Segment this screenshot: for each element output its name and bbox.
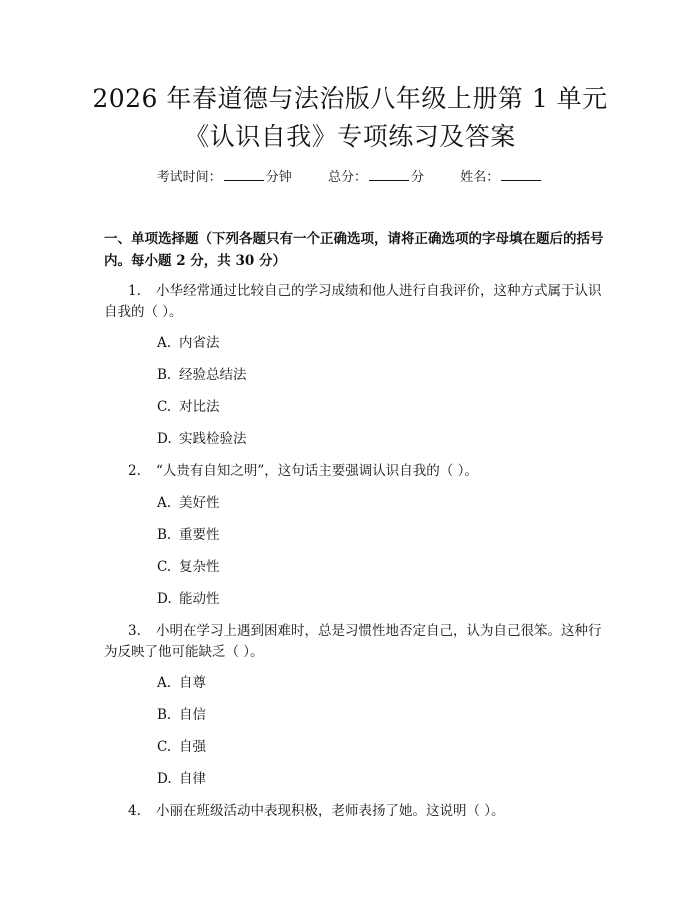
document-title-line-1: 2026 年春道德与法治版八年级上册第 1 单元	[92, 84, 608, 113]
question-text: 小华经常通过比较自己的学习成绩和他人进行自我评价，这种方式属于认识自我的（ ）。	[104, 283, 602, 320]
option-letter: C.	[157, 399, 172, 415]
option-1-a	[157, 333, 220, 353]
question-number: 3.	[128, 623, 141, 639]
option-letter: A.	[157, 675, 172, 691]
option-letter: D.	[157, 771, 172, 787]
option-1-c	[157, 397, 220, 417]
question-number: 2.	[128, 463, 141, 479]
total-score-unit: 分	[411, 170, 425, 185]
option-3-a	[157, 673, 206, 693]
option-2-d	[157, 589, 220, 609]
option-3-c	[157, 737, 206, 757]
option-3-d	[157, 769, 206, 789]
document-title-line-2: 《认识自我》专项练习及答案	[184, 122, 516, 151]
option-text: 经验总结法	[179, 367, 247, 383]
question-number: 1.	[128, 283, 141, 299]
exam-time-label: 考试时间：	[156, 170, 222, 185]
option-text: 内省法	[179, 335, 220, 351]
option-letter: D.	[157, 431, 172, 447]
option-letter: B.	[157, 367, 172, 383]
option-text: 复杂性	[179, 559, 220, 575]
question-1	[104, 281, 604, 323]
question-3	[104, 621, 604, 663]
question-number: 4.	[128, 803, 141, 819]
option-2-b	[157, 525, 220, 545]
student-name-label: 姓名：	[460, 170, 500, 185]
option-text: 自尊	[179, 675, 206, 691]
total-score-label: 总分：	[327, 170, 367, 185]
option-1-b	[157, 365, 247, 385]
exam-info-line	[0, 166, 700, 188]
option-letter: D.	[157, 591, 172, 607]
option-text: 自信	[179, 707, 206, 723]
option-text: 能动性	[179, 591, 220, 607]
question-text: “人贵有自知之明”，这句话主要强调认识自我的（ ）。	[156, 463, 478, 479]
option-text: 对比法	[179, 399, 220, 415]
option-letter: A.	[157, 335, 172, 351]
question-4	[104, 801, 604, 822]
option-letter: A.	[157, 495, 172, 511]
option-2-a	[157, 493, 220, 513]
question-text: 小明在学习上遇到困难时，总是习惯性地否定自己，认为自己很笨。这种行为反映了他可能缺乏（ ）。	[104, 623, 602, 660]
option-letter: C.	[157, 739, 172, 755]
option-text: 重要性	[179, 527, 220, 543]
option-letter: C.	[157, 559, 172, 575]
option-letter: B.	[157, 527, 172, 543]
option-text: 自强	[179, 739, 206, 755]
option-2-c	[157, 557, 220, 577]
question-2	[104, 461, 604, 482]
option-text: 自律	[179, 771, 206, 787]
total-score-blank	[369, 166, 409, 181]
exam-time-blank	[224, 166, 264, 181]
section-heading-single-choice: 一、单项选择题（下列各题只有一个正确选项，请将正确选项的字母填在题后的括号内。每小题 2 分，共 30 分）	[104, 231, 604, 269]
option-1-d	[157, 429, 247, 449]
exam-time-unit: 分钟	[265, 170, 292, 185]
option-text: 美好性	[179, 495, 220, 511]
question-text: 小丽在班级活动中表现积极，老师表扬了她。这说明（ ）。	[156, 803, 505, 819]
option-text: 实践检验法	[179, 431, 247, 447]
student-name-blank	[501, 166, 541, 181]
option-letter: B.	[157, 707, 172, 723]
option-3-b	[157, 705, 206, 725]
